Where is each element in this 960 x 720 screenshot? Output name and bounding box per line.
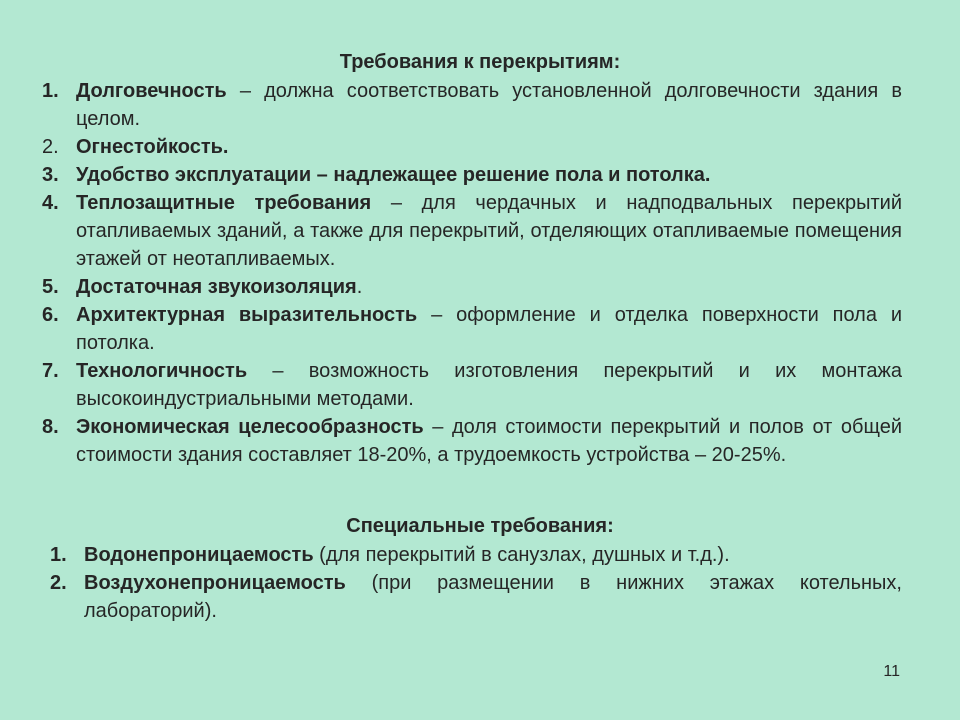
item-body [76, 413, 902, 469]
item-number: 8. [42, 416, 59, 438]
item-number: 1. [50, 544, 67, 566]
item-body [76, 273, 902, 301]
item-term: Удобство эксплуатации – надлежащее решение пола и потолка. [76, 164, 711, 186]
item-body [76, 133, 902, 161]
list-item [42, 77, 902, 133]
item-number: 1. [42, 80, 59, 102]
item-description: . [356, 276, 363, 298]
item-number: 4. [42, 192, 59, 214]
item-number: 5. [42, 276, 59, 298]
requirements-list [42, 77, 902, 469]
item-number: 6. [42, 304, 59, 326]
item-term: Теплозащитные требования [76, 192, 372, 214]
item-description: – для чердачных и надподвальных перекрытий отапливаемых зданий, а также для перекрытий, отделяющих отапливаемые помещения этажей от неотапливаемых. [76, 192, 902, 270]
list-item [42, 273, 902, 301]
list-item [50, 541, 902, 569]
item-term: Достаточная звукоизоляция [76, 276, 357, 298]
page-number: 11 [883, 663, 900, 680]
item-description: – доля стоимости перекрытий и полов от общей стоимости здания составляет 18-20%, а трудоемкость устройства – 20-25%. [76, 416, 903, 466]
item-term: Водонепроницаемость [84, 544, 314, 566]
item-number: 2. [50, 572, 67, 594]
item-body [76, 161, 902, 189]
item-term: Долговечность [76, 80, 227, 102]
list-item [42, 161, 902, 189]
item-term: Воздухонепроницаемость [84, 572, 346, 594]
item-term: Технологичность [76, 360, 248, 382]
special-heading: Специальные требования: [346, 515, 614, 537]
list-item [42, 189, 902, 273]
item-number: 3. [42, 164, 59, 186]
item-term: Экономическая целесообразность [76, 416, 424, 438]
list-item [42, 413, 902, 469]
item-description: – оформление и отделка поверхности пола и потолка. [76, 304, 902, 354]
item-term: Огнестойкость. [76, 136, 229, 158]
item-description: – должна соответствовать установленной долговечности здания в целом. [76, 80, 902, 130]
item-body [84, 569, 902, 625]
item-description: (при размещении в нижних этажах котельных, лабораторий). [84, 572, 902, 622]
item-description: – возможность изготовления перекрытий и их монтажа высокоиндустриальными методами. [76, 360, 902, 410]
list-item [42, 357, 902, 413]
list-item [50, 569, 902, 625]
item-term: Архитектурная выразительность [76, 304, 418, 326]
item-body [76, 357, 902, 413]
item-number: 7. [42, 360, 59, 382]
main-heading: Требования к перекрытиям: [339, 51, 621, 73]
item-body [76, 301, 902, 357]
item-body [76, 77, 902, 133]
special-requirements-list [50, 541, 902, 625]
list-item [42, 301, 902, 357]
item-body [84, 541, 902, 569]
item-description: (для перекрытий в санузлах, душных и т.д.). [313, 544, 730, 566]
item-body [76, 189, 902, 273]
list-item [42, 133, 902, 161]
item-number: 2. [42, 136, 59, 158]
